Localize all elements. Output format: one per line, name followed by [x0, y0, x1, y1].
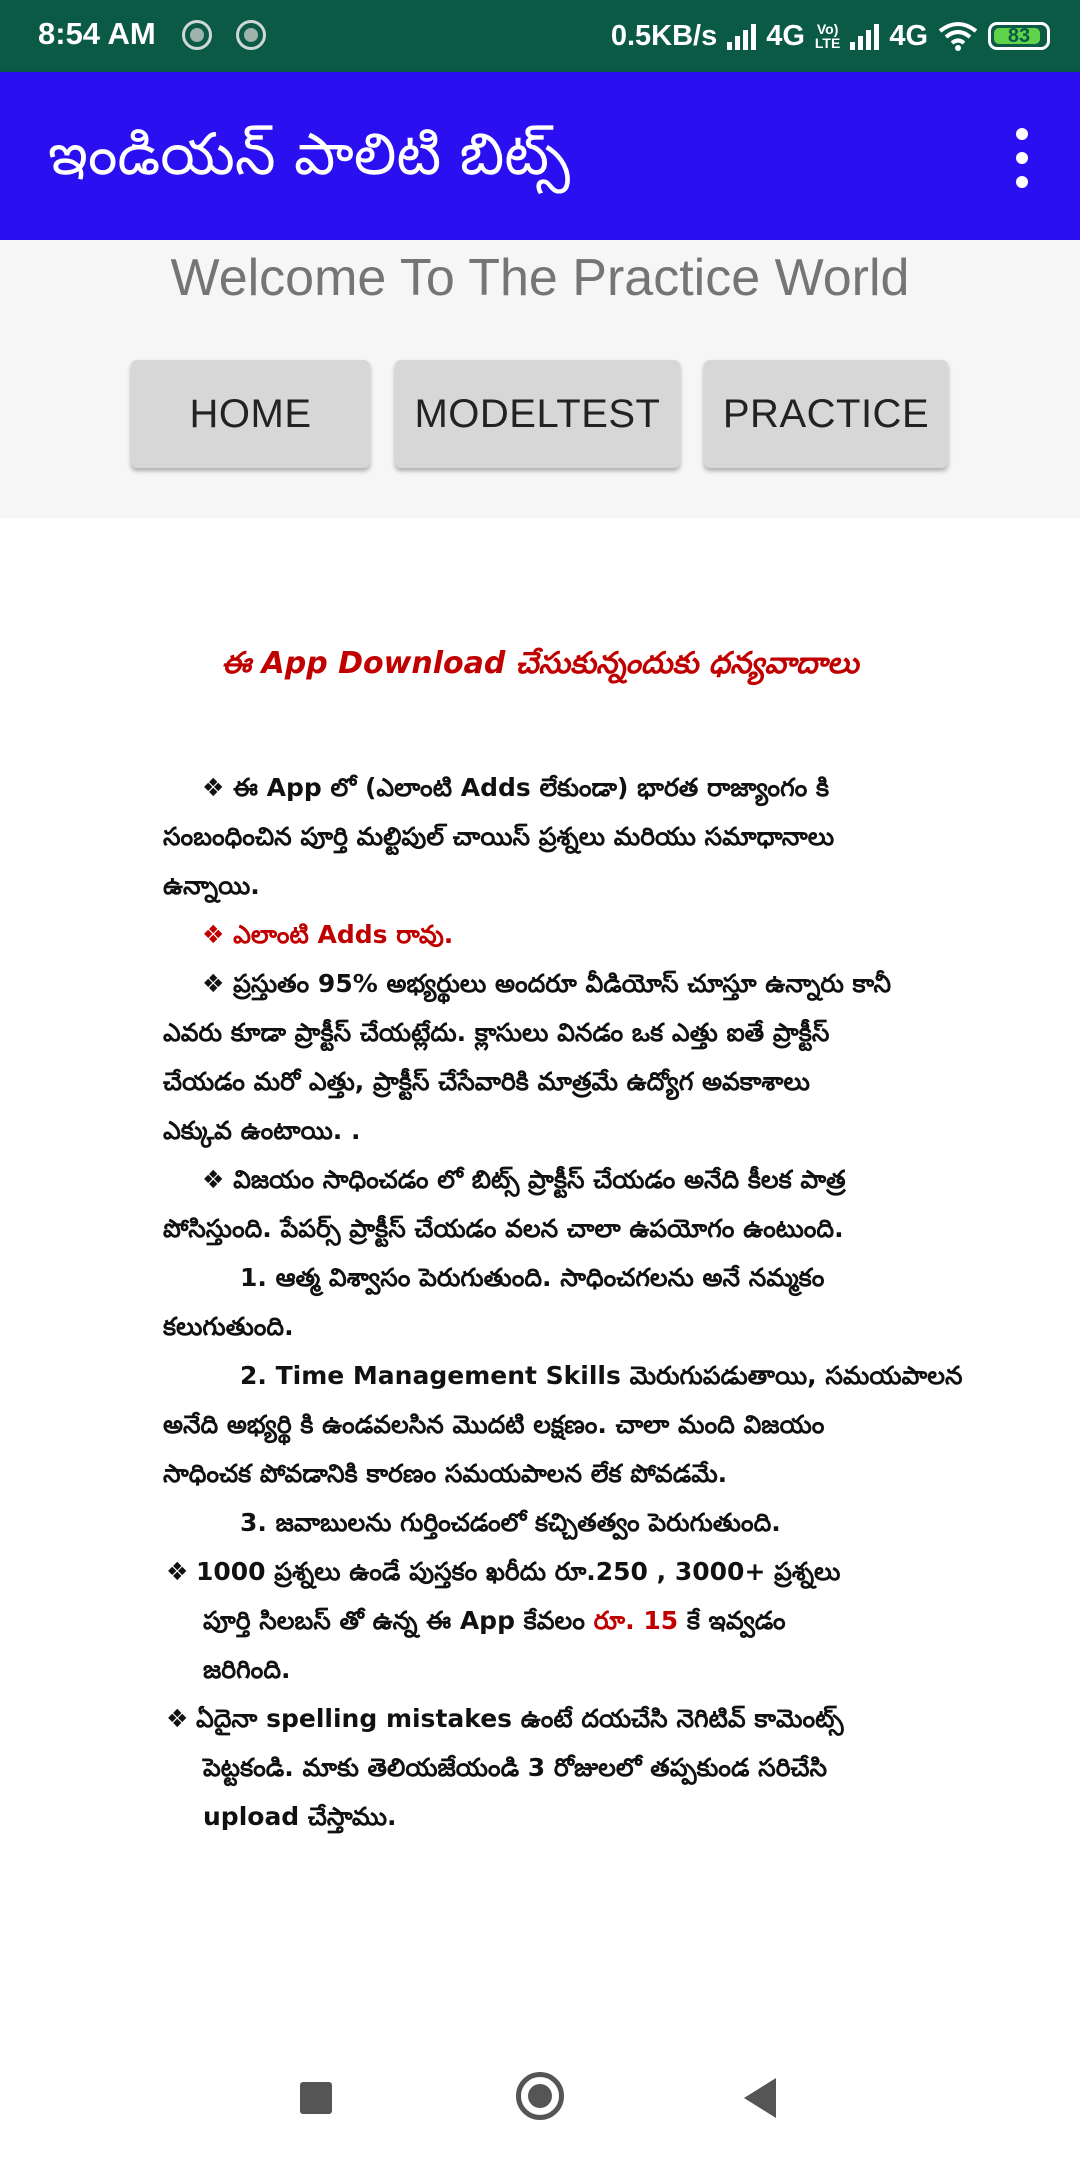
doc-line: 2. Time Management Skills మెరుగుపడుతాయి, సమయపాలన	[240, 1361, 963, 1390]
network-speed: 0.5KB/s	[610, 19, 718, 52]
price-text: రూ. 15	[593, 1606, 679, 1635]
home-button[interactable]: HOME	[131, 360, 370, 468]
doc-line: ❖ ఎలాంటి Adds రావు.	[202, 920, 454, 949]
doc-line: కలుగుతుంది.	[163, 1312, 294, 1341]
signal-icon	[850, 22, 879, 50]
doc-line: ❖ ఈ App లో (ఎలాంటి Adds లేకుండా) భారత రాజ్యాంగం కి	[202, 773, 830, 802]
system-nav-bar	[0, 2030, 1080, 2160]
home-nav-icon[interactable]	[516, 2072, 564, 2120]
doc-line: upload చేస్తాము.	[203, 1802, 397, 1831]
practice-button[interactable]: PRACTICE	[704, 360, 948, 468]
doc-line: ❖ విజయం సాధించడం లో బిట్స్ ప్రాక్టీస్ చేయడం అనేది కీలక పాత్ర	[202, 1165, 846, 1194]
doc-heading: ఈ App Download చేసుకున్నందుకు ధన్యవాదాలు	[221, 646, 859, 681]
doc-line: సంబంధించిన పూర్తి మల్టిపుల్ చాయిస్ ప్రశ్నలు మరియు సమాధానాలు	[163, 822, 835, 851]
doc-line: జరిగింది.	[203, 1655, 291, 1684]
notification-icon	[182, 20, 212, 50]
welcome-text: Welcome To The Practice World	[170, 249, 910, 307]
doc-bullet-line: ❖ 1000 ప్రశ్నలు ఉండే పుస్తకం ఖరీదు రూ.250 , 3000+ ప్రశ్నలు	[166, 1557, 841, 1586]
clock: 8:54 AM	[38, 16, 156, 51]
doc-line: ఎవరు కూడా ప్రాక్టీస్ చేయట్లేదు. క్లాసులు వినడం ఒక ఎత్తు ఐతే ప్రాక్టీస్	[163, 1018, 830, 1047]
doc-line: పెట్టకండి. మాకు తెలియజేయండి 3 రోజులలో తప్పకుండ సరిచేసి	[203, 1753, 828, 1782]
network-type-1: 4G	[766, 19, 805, 52]
app-bar	[0, 72, 1080, 240]
doc-line: అనేది అభ్యర్థి కి ఉండవలసిన మొదటి లక్షణం. చాలా మంది విజయం	[163, 1410, 825, 1439]
volte-icon: Vo) LTE	[814, 21, 841, 51]
info-document	[0, 518, 1080, 2030]
doc-line: పోసిస్తుంది. పేపర్స్ ప్రాక్టీస్ చేయడం వలన చాలా ఉపయోగం ఉంటుంది.	[163, 1214, 844, 1243]
doc-line: ❖ ప్రస్తుతం 95% అభ్యర్థులు అందరూ వీడియోస్ చూస్తూ ఉన్నారు కానీ	[202, 969, 892, 998]
notification-icon	[236, 20, 266, 50]
doc-line: పూర్తి సిలబస్ తో ఉన్న ఈ App కేవలం రూ. 15 కే ఇవ్వడం	[203, 1606, 786, 1635]
doc-line: ఉన్నాయి.	[163, 871, 260, 900]
doc-line: చేయడం మరో ఎత్తు, ప్రాక్టీస్ చేసేవారికి మాత్రమే ఉద్యోగ అవకాశాలు	[163, 1067, 810, 1096]
battery-icon	[988, 22, 1050, 50]
modeltest-button[interactable]: MODELTEST	[395, 360, 680, 468]
doc-line: ఎక్కువ ఉంటాయి. .	[163, 1116, 361, 1145]
signal-icon	[727, 22, 756, 50]
doc-line: సాధించక పోవడానికి కారణం సమయపాలన లేక పోవడమే.	[163, 1459, 728, 1488]
bullet-icon: ❖	[166, 1704, 189, 1733]
wifi-icon	[938, 21, 978, 51]
status-icons	[611, 16, 1050, 56]
overflow-menu-icon[interactable]	[1012, 128, 1032, 188]
nav-panel	[0, 240, 1080, 518]
back-icon[interactable]	[744, 2078, 776, 2118]
bullet-icon: ❖	[166, 1557, 189, 1586]
network-type-2: 4G	[889, 19, 928, 52]
status-bar	[0, 0, 1080, 72]
doc-bullet-line: ❖ ఏదైనా spelling mistakes ఉంటే దయచేసి నెగిటివ్ కామెంట్స్	[166, 1704, 844, 1733]
recent-apps-icon[interactable]	[300, 2082, 332, 2114]
battery-level: 83	[1007, 24, 1031, 47]
doc-line: 1. ఆత్మ విశ్వాసం పెరుగుతుంది. సాధించగలను అనే నమ్మకం	[240, 1263, 825, 1292]
doc-line: 3. జవాబులను గుర్తించడంలో కచ్చితత్వం పెరుగుతుంది.	[240, 1508, 781, 1537]
app-title: ఇండియన్ పాలిటి బిట్స్	[48, 120, 571, 188]
